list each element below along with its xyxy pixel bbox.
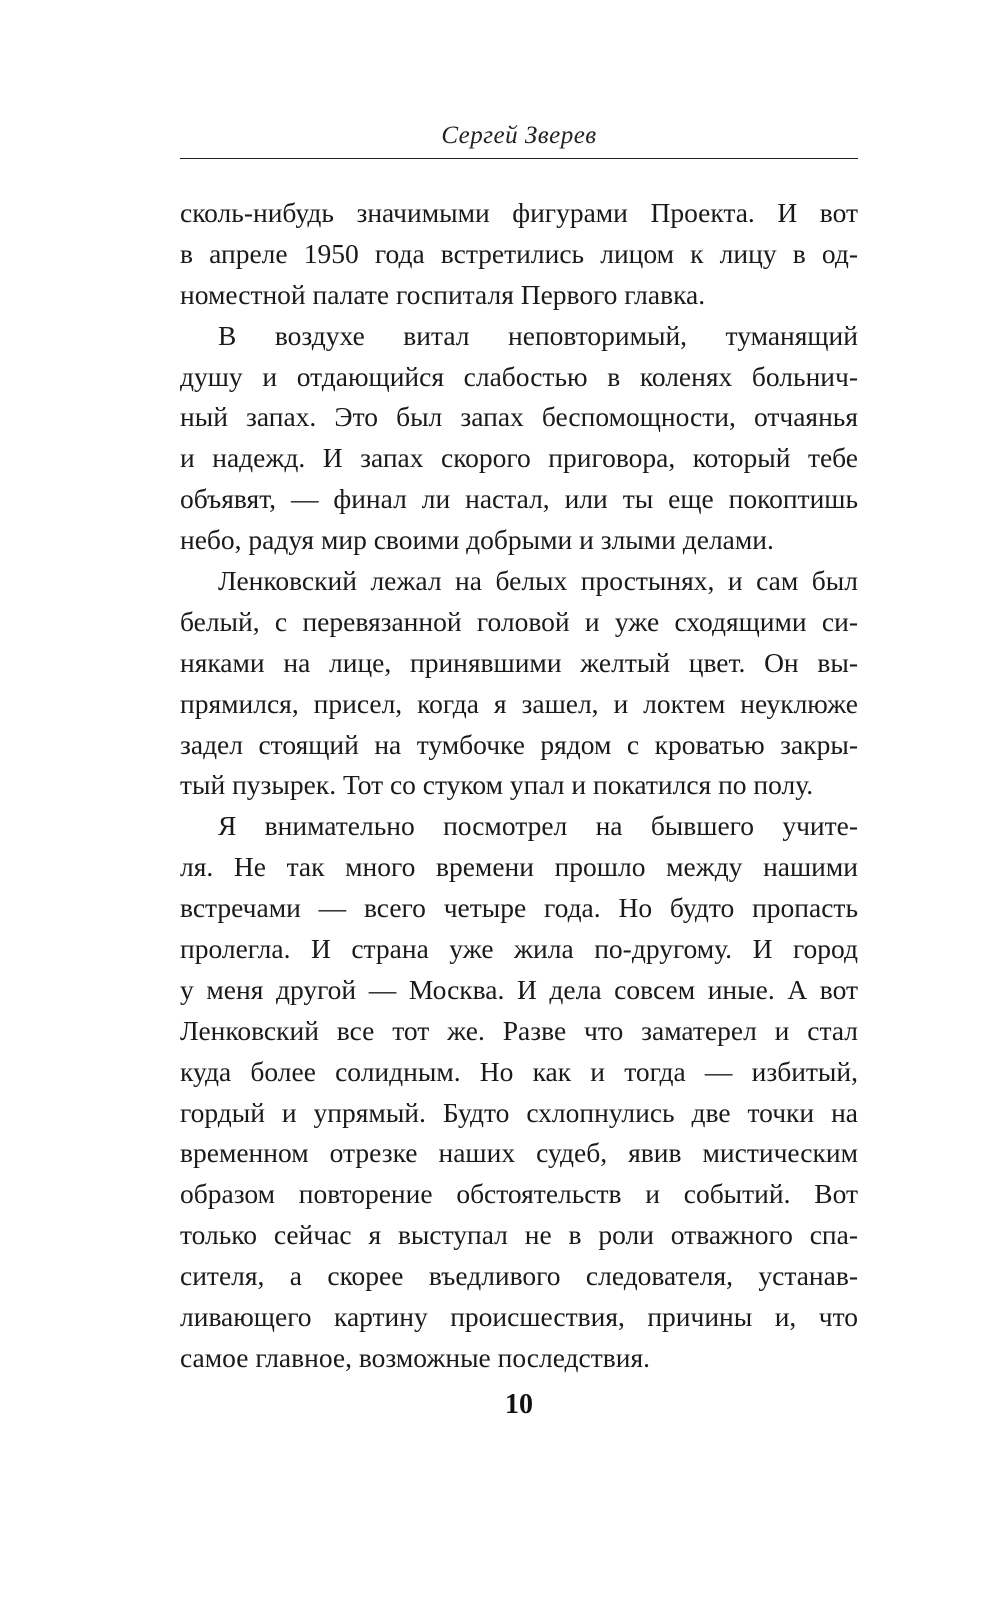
paragraph-2 (180, 316, 858, 561)
body-text (180, 193, 858, 1379)
text-line: прямился, присел, когда я зашел, и локтем неуклюже (180, 687, 858, 719)
text-line: сколь-нибудь значимыми фигурами Проекта. И вот (180, 197, 858, 228)
text-line: тый пузырек. Тот со стуком упал и покатился по полу. (180, 769, 814, 801)
paragraph-4 (180, 806, 858, 1378)
text-line: ный запах. Это был запах беспомощности, отчаянья (180, 401, 858, 433)
text-line: Ленковский все тот же. Разве что заматерел и стал (180, 1014, 858, 1046)
text-line: пролегла. И страна уже жила по-другому. И город (180, 933, 858, 965)
text-line: сителя, а скорее въедливого следователя, устанав- (180, 1260, 858, 1292)
text-line: В воздухе витал неповторимый, туманящий (218, 319, 858, 351)
text-line: объявят, — финал ли настал, или ты еще покоптишь (180, 483, 858, 515)
text-line: номестной палате госпиталя Первого главка. (180, 278, 706, 310)
page-number: 10 (505, 1389, 533, 1420)
text-line: небо, радуя мир своими добрыми и злыми делами. (180, 524, 774, 556)
text-line: душу и отдающийся слабостью в коленях больнич- (180, 360, 858, 392)
text-line: белый, с перевязанной головой и уже сходящими си- (180, 605, 858, 637)
text-line: гордый и упрямый. Будто схлопнулись две точки на (180, 1096, 858, 1128)
text-line: временном отрезке наших судеб, явив мистическим (180, 1137, 858, 1169)
paragraph-3 (180, 561, 858, 806)
text-line: и надежд. И запах скорого приговора, который тебе (180, 442, 858, 474)
text-line: самое главное, возможные последствия. (180, 1341, 650, 1373)
text-line: ливающего картину происшествия, причины и, что (180, 1301, 858, 1333)
text-line: Ленковский лежал на белых простынях, и сам был (218, 565, 858, 597)
text-line: только сейчас я выступал не в роли отважного спа- (180, 1219, 858, 1251)
text-line: образом повторение обстоятельств и событий. Вот (180, 1178, 858, 1210)
text-line: задел стоящий на тумбочке рядом с кроватью закры- (180, 728, 858, 760)
text-line: куда более солидным. Но как и тогда — избитый, (180, 1055, 858, 1087)
running-head: Сергей Зверев (441, 122, 597, 149)
text-line: в апреле 1950 года встретились лицом к лицу в од- (180, 237, 858, 269)
text-line: няками на лице, принявшими желтый цвет. Он вы- (180, 646, 858, 678)
paragraph-1 (180, 193, 858, 316)
text-line: у меня другой — Москва. И дела совсем иные. А вот (180, 973, 858, 1005)
text-line: Я внимательно посмотрел на бывшего учите- (218, 810, 858, 842)
text-line: ля. Не так много времени прошло между нашими (180, 851, 858, 883)
header-rule (180, 158, 858, 159)
text-line: встречами — всего четыре года. Но будто пропасть (180, 892, 858, 924)
